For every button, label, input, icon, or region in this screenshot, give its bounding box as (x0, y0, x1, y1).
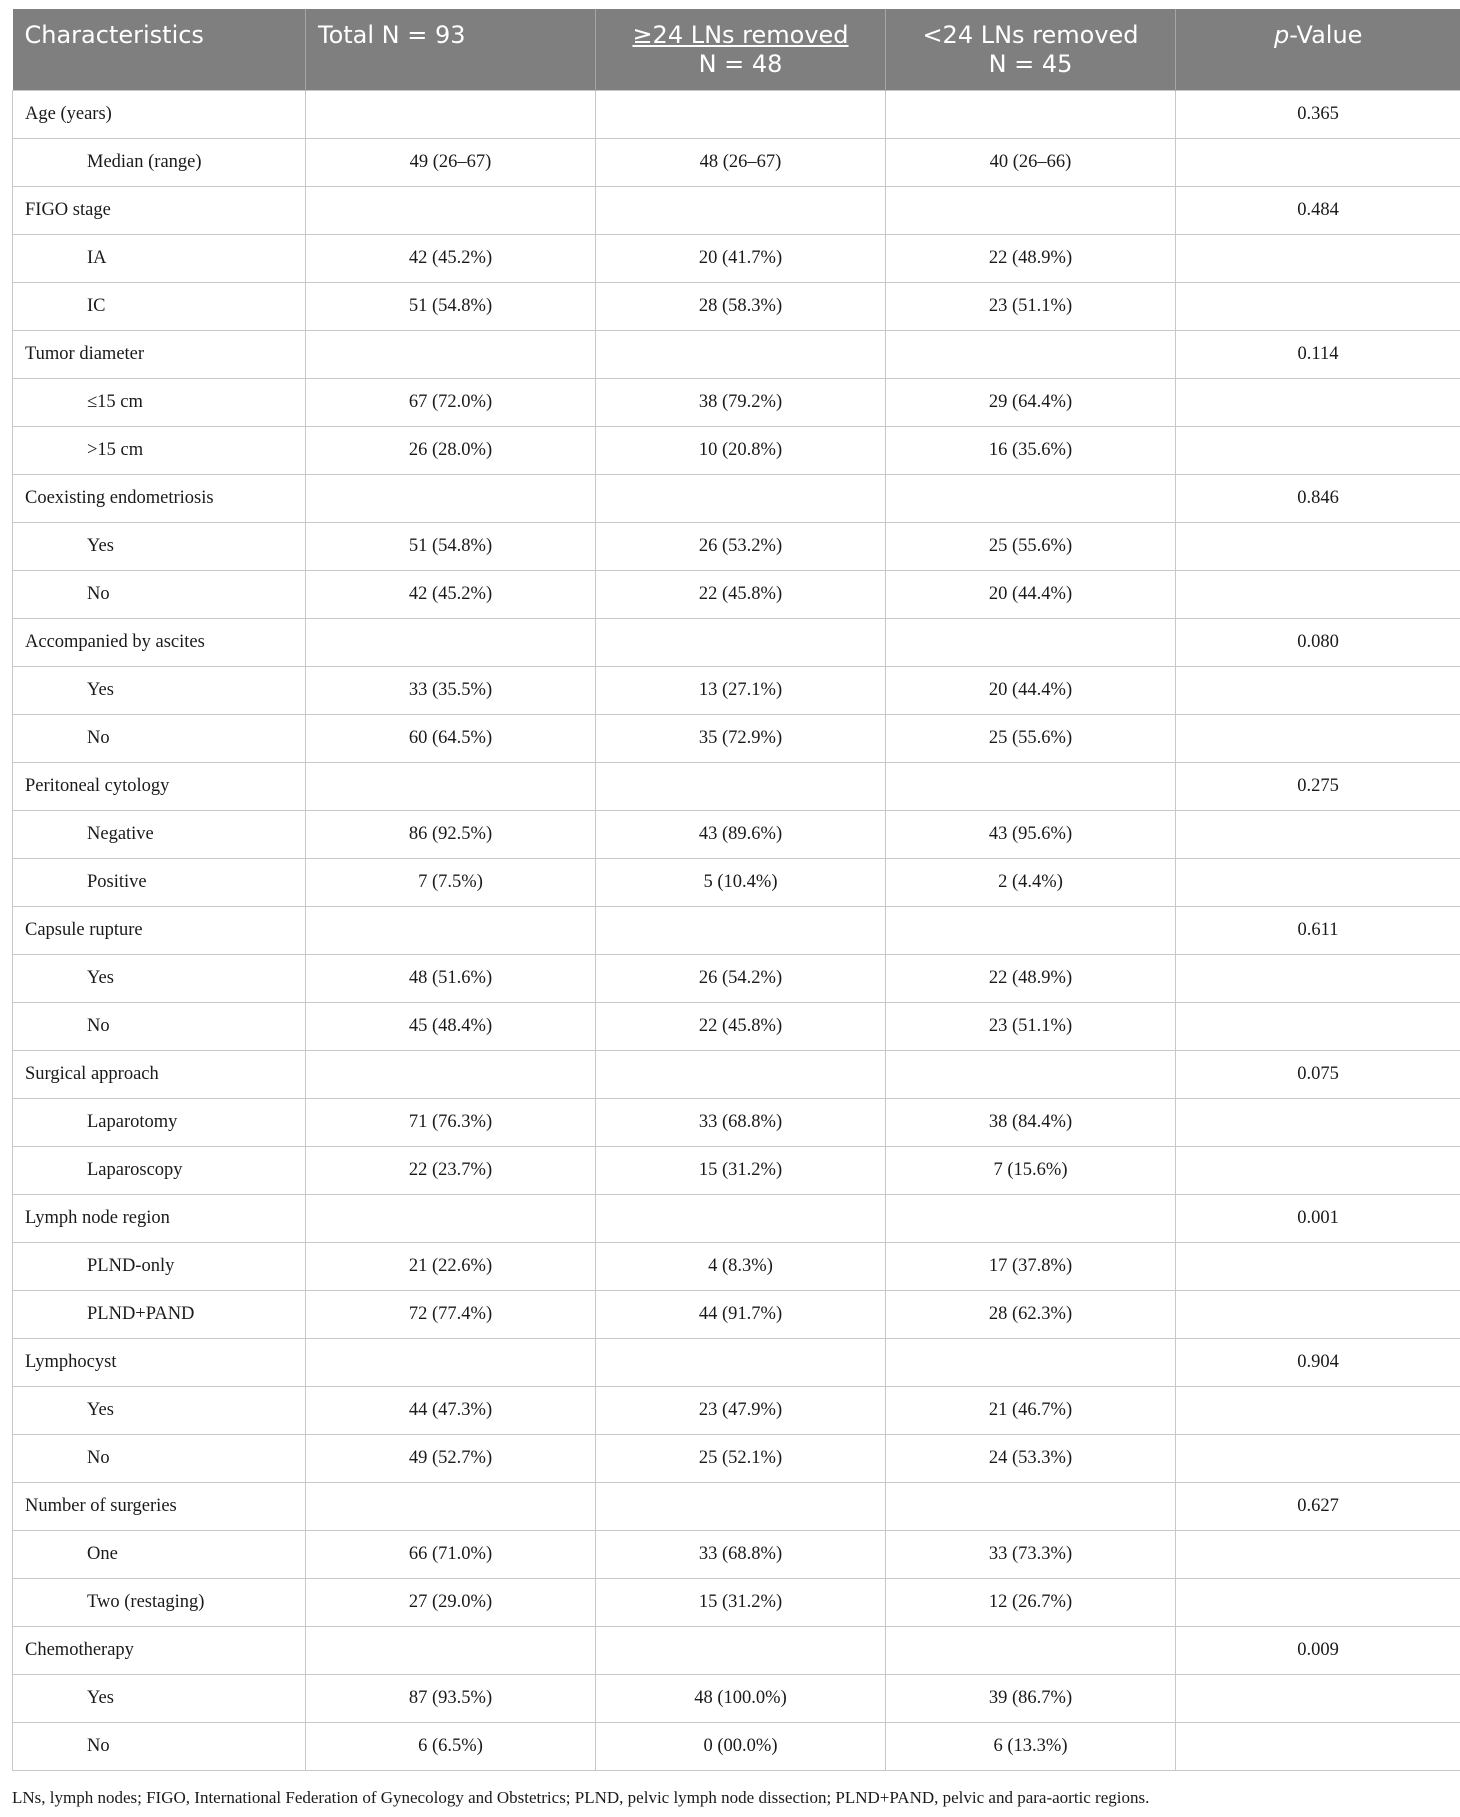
row-ge24: 5 (10.4%) (596, 858, 886, 906)
group-lt24-cell (886, 618, 1176, 666)
row-p-empty (1176, 1098, 1460, 1146)
group-p-value: 0.846 (1176, 474, 1460, 522)
group-p-value: 0.904 (1176, 1338, 1460, 1386)
row-p-empty (1176, 570, 1460, 618)
group-row (13, 90, 1460, 138)
row-total: 66 (71.0%) (306, 1530, 596, 1578)
row-lt24: 22 (48.9%) (886, 954, 1176, 1002)
group-total-cell (306, 474, 596, 522)
row-total: 42 (45.2%) (306, 234, 596, 282)
row-label: IA (13, 234, 306, 282)
table-row (13, 378, 1460, 426)
group-ge24-cell (596, 618, 886, 666)
row-total: 27 (29.0%) (306, 1578, 596, 1626)
group-label: Tumor diameter (13, 330, 306, 378)
row-total: 45 (48.4%) (306, 1002, 596, 1050)
group-lt24-cell (886, 186, 1176, 234)
group-row (13, 1626, 1460, 1674)
row-lt24: 29 (64.4%) (886, 378, 1176, 426)
table-row (13, 810, 1460, 858)
row-p-empty (1176, 1146, 1460, 1194)
row-total: 26 (28.0%) (306, 426, 596, 474)
characteristics-table (12, 9, 1460, 1771)
table-container (12, 9, 1460, 1771)
table-row (13, 522, 1460, 570)
group-ge24-cell (596, 1338, 886, 1386)
row-ge24: 15 (31.2%) (596, 1146, 886, 1194)
group-row (13, 762, 1460, 810)
table-header (13, 9, 1460, 90)
row-lt24: 23 (51.1%) (886, 1002, 1176, 1050)
group-total-cell (306, 1482, 596, 1530)
group-total-cell (306, 186, 596, 234)
group-total-cell (306, 906, 596, 954)
group-total-cell (306, 618, 596, 666)
group-ge24-cell (596, 186, 886, 234)
row-label: Yes (13, 1386, 306, 1434)
group-label: Age (years) (13, 90, 306, 138)
group-ge24-cell (596, 330, 886, 378)
group-label: Accompanied by ascites (13, 618, 306, 666)
group-label: FIGO stage (13, 186, 306, 234)
table-row (13, 666, 1460, 714)
group-p-value: 0.009 (1176, 1626, 1460, 1674)
header-p-rest: -Value (1289, 21, 1363, 49)
row-total: 87 (93.5%) (306, 1674, 596, 1722)
row-label: No (13, 570, 306, 618)
row-label: Negative (13, 810, 306, 858)
group-total-cell (306, 1194, 596, 1242)
row-label: One (13, 1530, 306, 1578)
row-label: PLND-only (13, 1242, 306, 1290)
table-row (13, 1002, 1460, 1050)
header-lt24-line1: <24 LNs removed (922, 21, 1139, 49)
group-ge24-cell (596, 1626, 886, 1674)
group-label: Capsule rupture (13, 906, 306, 954)
group-total-cell (306, 90, 596, 138)
table-row (13, 570, 1460, 618)
row-ge24: 15 (31.2%) (596, 1578, 886, 1626)
row-total: 86 (92.5%) (306, 810, 596, 858)
row-ge24: 26 (53.2%) (596, 522, 886, 570)
row-ge24: 4 (8.3%) (596, 1242, 886, 1290)
row-ge24: 44 (91.7%) (596, 1290, 886, 1338)
row-label: Laparoscopy (13, 1146, 306, 1194)
row-lt24: 40 (26–66) (886, 138, 1176, 186)
group-label: Peritoneal cytology (13, 762, 306, 810)
row-lt24: 6 (13.3%) (886, 1722, 1176, 1770)
row-ge24: 13 (27.1%) (596, 666, 886, 714)
group-p-value: 0.075 (1176, 1050, 1460, 1098)
group-row (13, 1050, 1460, 1098)
row-label: Laparotomy (13, 1098, 306, 1146)
table-row (13, 138, 1460, 186)
row-p-empty (1176, 1722, 1460, 1770)
header-ge24-line1: ≥24 LNs removed (632, 21, 849, 49)
row-p-empty (1176, 1674, 1460, 1722)
row-ge24: 28 (58.3%) (596, 282, 886, 330)
table-body (13, 90, 1460, 1770)
group-lt24-cell (886, 330, 1176, 378)
row-p-empty (1176, 1578, 1460, 1626)
row-total: 21 (22.6%) (306, 1242, 596, 1290)
group-lt24-cell (886, 1194, 1176, 1242)
row-label: No (13, 714, 306, 762)
row-p-empty (1176, 522, 1460, 570)
row-label: Positive (13, 858, 306, 906)
row-ge24: 38 (79.2%) (596, 378, 886, 426)
table-row (13, 1146, 1460, 1194)
row-p-empty (1176, 1242, 1460, 1290)
row-lt24: 20 (44.4%) (886, 570, 1176, 618)
header-ge24 (596, 9, 886, 90)
table-footnote: LNs, lymph nodes; FIGO, International Federation of Gynecology and Obstetrics; PLND, pelvic lymph node dissection; PLND+PAND, pelvic and para-aortic regions. (12, 1788, 1150, 1807)
row-p-empty (1176, 234, 1460, 282)
group-ge24-cell (596, 1194, 886, 1242)
row-label: Yes (13, 666, 306, 714)
group-row (13, 474, 1460, 522)
row-p-empty (1176, 378, 1460, 426)
group-row (13, 618, 1460, 666)
row-p-empty (1176, 1434, 1460, 1482)
row-lt24: 43 (95.6%) (886, 810, 1176, 858)
row-p-empty (1176, 714, 1460, 762)
row-lt24: 23 (51.1%) (886, 282, 1176, 330)
row-total: 51 (54.8%) (306, 522, 596, 570)
group-label: Lymph node region (13, 1194, 306, 1242)
table-row (13, 1290, 1460, 1338)
row-lt24: 17 (37.8%) (886, 1242, 1176, 1290)
row-total: 7 (7.5%) (306, 858, 596, 906)
table-row (13, 426, 1460, 474)
group-total-cell (306, 330, 596, 378)
row-p-empty (1176, 1530, 1460, 1578)
table-row (13, 858, 1460, 906)
group-ge24-cell (596, 906, 886, 954)
row-total: 71 (76.3%) (306, 1098, 596, 1146)
row-lt24: 12 (26.7%) (886, 1578, 1176, 1626)
row-label: No (13, 1722, 306, 1770)
table-row (13, 282, 1460, 330)
row-label: Yes (13, 954, 306, 1002)
row-label: Yes (13, 1674, 306, 1722)
row-ge24: 10 (20.8%) (596, 426, 886, 474)
row-label: No (13, 1434, 306, 1482)
group-p-value: 0.484 (1176, 186, 1460, 234)
group-lt24-cell (886, 1050, 1176, 1098)
row-label: >15 cm (13, 426, 306, 474)
table-row (13, 714, 1460, 762)
row-lt24: 21 (46.7%) (886, 1386, 1176, 1434)
row-p-empty (1176, 810, 1460, 858)
group-row (13, 1482, 1460, 1530)
row-ge24: 48 (100.0%) (596, 1674, 886, 1722)
group-lt24-cell (886, 474, 1176, 522)
group-total-cell (306, 1338, 596, 1386)
row-total: 72 (77.4%) (306, 1290, 596, 1338)
table-row (13, 1530, 1460, 1578)
group-label: Number of surgeries (13, 1482, 306, 1530)
group-lt24-cell (886, 906, 1176, 954)
row-lt24: 20 (44.4%) (886, 666, 1176, 714)
group-row (13, 330, 1460, 378)
row-label: Two (restaging) (13, 1578, 306, 1626)
group-label: Chemotherapy (13, 1626, 306, 1674)
row-p-empty (1176, 1290, 1460, 1338)
group-row (13, 906, 1460, 954)
row-ge24: 23 (47.9%) (596, 1386, 886, 1434)
row-lt24: 24 (53.3%) (886, 1434, 1176, 1482)
row-ge24: 33 (68.8%) (596, 1530, 886, 1578)
table-row (13, 1098, 1460, 1146)
row-ge24: 22 (45.8%) (596, 1002, 886, 1050)
row-total: 49 (26–67) (306, 138, 596, 186)
row-total: 33 (35.5%) (306, 666, 596, 714)
group-label: Surgical approach (13, 1050, 306, 1098)
header-total: Total N = 93 (306, 9, 596, 90)
row-lt24: 16 (35.6%) (886, 426, 1176, 474)
row-lt24: 25 (55.6%) (886, 522, 1176, 570)
row-label: No (13, 1002, 306, 1050)
group-p-value: 0.275 (1176, 762, 1460, 810)
row-lt24: 38 (84.4%) (886, 1098, 1176, 1146)
row-ge24: 22 (45.8%) (596, 570, 886, 618)
group-p-value: 0.365 (1176, 90, 1460, 138)
group-p-value: 0.611 (1176, 906, 1460, 954)
header-ge24-line2: N = 48 (698, 50, 783, 78)
row-ge24: 26 (54.2%) (596, 954, 886, 1002)
row-total: 44 (47.3%) (306, 1386, 596, 1434)
header-characteristics: Characteristics (13, 9, 306, 90)
row-total: 22 (23.7%) (306, 1146, 596, 1194)
row-ge24: 20 (41.7%) (596, 234, 886, 282)
row-p-empty (1176, 1386, 1460, 1434)
group-p-value: 0.001 (1176, 1194, 1460, 1242)
row-lt24: 28 (62.3%) (886, 1290, 1176, 1338)
group-ge24-cell (596, 1482, 886, 1530)
table-row (13, 1386, 1460, 1434)
group-lt24-cell (886, 1626, 1176, 1674)
row-total: 60 (64.5%) (306, 714, 596, 762)
group-total-cell (306, 762, 596, 810)
header-p-value (1176, 9, 1460, 90)
table-row (13, 1578, 1460, 1626)
row-p-empty (1176, 1002, 1460, 1050)
group-lt24-cell (886, 90, 1176, 138)
row-label: IC (13, 282, 306, 330)
group-ge24-cell (596, 90, 886, 138)
row-p-empty (1176, 666, 1460, 714)
group-label: Lymphocyst (13, 1338, 306, 1386)
table-row (13, 954, 1460, 1002)
row-lt24: 22 (48.9%) (886, 234, 1176, 282)
group-total-cell (306, 1050, 596, 1098)
header-row (13, 9, 1460, 90)
row-p-empty (1176, 282, 1460, 330)
row-lt24: 39 (86.7%) (886, 1674, 1176, 1722)
group-lt24-cell (886, 1338, 1176, 1386)
row-total: 49 (52.7%) (306, 1434, 596, 1482)
group-ge24-cell (596, 1050, 886, 1098)
row-p-empty (1176, 858, 1460, 906)
group-row (13, 186, 1460, 234)
group-ge24-cell (596, 474, 886, 522)
row-total: 42 (45.2%) (306, 570, 596, 618)
row-label: Median (range) (13, 138, 306, 186)
row-p-empty (1176, 426, 1460, 474)
header-lt24 (886, 9, 1176, 90)
row-lt24: 33 (73.3%) (886, 1530, 1176, 1578)
row-lt24: 7 (15.6%) (886, 1146, 1176, 1194)
row-total: 6 (6.5%) (306, 1722, 596, 1770)
row-p-empty (1176, 138, 1460, 186)
header-p-italic: p (1274, 21, 1290, 49)
row-ge24: 25 (52.1%) (596, 1434, 886, 1482)
row-label: Yes (13, 522, 306, 570)
row-ge24: 48 (26–67) (596, 138, 886, 186)
group-row (13, 1338, 1460, 1386)
group-lt24-cell (886, 1482, 1176, 1530)
row-lt24: 2 (4.4%) (886, 858, 1176, 906)
table-row (13, 1434, 1460, 1482)
table-row (13, 1242, 1460, 1290)
group-label: Coexisting endometriosis (13, 474, 306, 522)
table-row (13, 234, 1460, 282)
group-lt24-cell (886, 762, 1176, 810)
row-label: PLND+PAND (13, 1290, 306, 1338)
row-ge24: 43 (89.6%) (596, 810, 886, 858)
table-row (13, 1674, 1460, 1722)
group-p-value: 0.627 (1176, 1482, 1460, 1530)
row-p-empty (1176, 954, 1460, 1002)
group-ge24-cell (596, 762, 886, 810)
row-label: ≤15 cm (13, 378, 306, 426)
row-ge24: 0 (00.0%) (596, 1722, 886, 1770)
row-lt24: 25 (55.6%) (886, 714, 1176, 762)
header-lt24-line2: N = 45 (988, 50, 1073, 78)
group-p-value: 0.114 (1176, 330, 1460, 378)
row-total: 67 (72.0%) (306, 378, 596, 426)
row-total: 51 (54.8%) (306, 282, 596, 330)
row-ge24: 33 (68.8%) (596, 1098, 886, 1146)
group-p-value: 0.080 (1176, 618, 1460, 666)
group-total-cell (306, 1626, 596, 1674)
table-row (13, 1722, 1460, 1770)
row-total: 48 (51.6%) (306, 954, 596, 1002)
group-row (13, 1194, 1460, 1242)
row-ge24: 35 (72.9%) (596, 714, 886, 762)
